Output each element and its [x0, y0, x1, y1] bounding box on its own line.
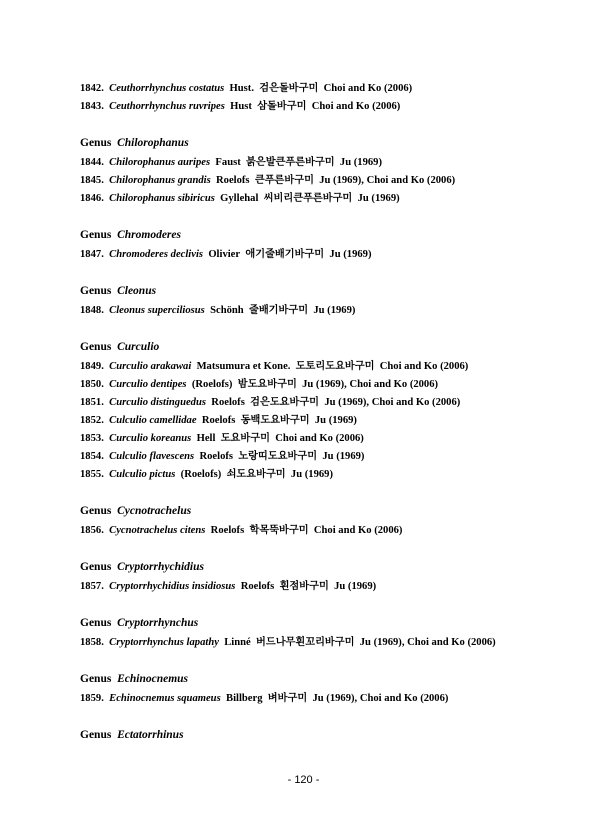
entry-number: 1850.: [80, 379, 104, 390]
genus-name: Cleonus: [117, 285, 157, 297]
entry-number: 1857.: [80, 581, 104, 592]
korean-name: 버드나무흰꼬리바구미: [256, 637, 355, 648]
genus-heading: [80, 282, 580, 300]
author-name: Hell: [196, 433, 216, 444]
korean-name: 학목뚝바구미: [249, 525, 309, 536]
species-entry: [80, 430, 580, 448]
scientific-name: Chilorophanus grandis: [109, 175, 211, 186]
genus-name: Chilorophanus: [117, 137, 189, 149]
references: Ju (1969): [322, 451, 365, 462]
genus-heading: [80, 502, 580, 520]
scientific-name: Chromoderes declivis: [109, 249, 204, 260]
author-name: (Roelofs): [180, 469, 222, 480]
species-entry: [80, 358, 580, 376]
references: Ju (1969), Choi and Ko (2006): [324, 397, 461, 408]
species-list: [80, 80, 580, 746]
korean-name: 동백도요바구미: [240, 415, 310, 426]
genus-name: Echinocnemus: [117, 673, 189, 685]
references: Ju (1969), Choi and Ko (2006): [302, 379, 439, 390]
scientific-name: Cryptorrhynchus lapathy: [109, 637, 219, 648]
references: Ju (1969), Choi and Ko (2006): [319, 175, 456, 186]
genus-name: Cycnotrachelus: [117, 505, 192, 517]
species-entry: [80, 578, 580, 596]
entry-number: 1858.: [80, 637, 104, 648]
scientific-name: Curculio koreanus: [109, 433, 192, 444]
scientific-name: Cryptorrhychidius insidiosus: [109, 581, 236, 592]
author-name: Hust.: [229, 83, 254, 94]
entry-number: 1843.: [80, 101, 104, 112]
entry-number: 1846.: [80, 193, 104, 204]
author-name: Hust: [230, 101, 252, 112]
species-entry: [80, 522, 580, 540]
author-name: Faust: [215, 157, 241, 168]
author-name: Gyllehal: [220, 193, 259, 204]
species-entry: [80, 154, 580, 172]
author-name: Roelofs: [211, 397, 245, 408]
scientific-name: Culculio camellidae: [109, 415, 197, 426]
author-name: Olivier: [208, 249, 241, 260]
references: Choi and Ko (2006): [323, 83, 413, 94]
genus-name: Chromoderes: [117, 229, 181, 241]
genus-heading: [80, 558, 580, 576]
korean-name: 붉은발큰푸른바구미: [246, 157, 335, 168]
korean-name: 줄배기바구미: [248, 305, 309, 316]
species-entry: [80, 302, 580, 320]
genus-label: Genus: [80, 137, 112, 149]
korean-name: 검은도요바구미: [250, 397, 320, 408]
genus-heading: [80, 134, 580, 152]
entry-number: 1848.: [80, 305, 104, 316]
korean-name: 노랑띠도요바구미: [238, 451, 318, 462]
references: Choi and Ko (2006): [311, 101, 401, 112]
species-entry: [80, 172, 580, 190]
references: Ju (1969): [314, 415, 357, 426]
genus-name: Cryptorrhynchus: [117, 617, 199, 629]
author-name: Roelofs: [199, 451, 234, 462]
species-entry: [80, 448, 580, 466]
entry-number: 1859.: [80, 693, 104, 704]
author-name: (Roelofs): [191, 379, 233, 390]
scientific-name: Chilorophanus sibiricus: [109, 193, 215, 204]
korean-name: 도요바구미: [220, 433, 270, 444]
author-name: Schönh: [210, 305, 244, 316]
references: Ju (1969): [334, 581, 377, 592]
entry-number: 1842.: [80, 83, 104, 94]
korean-name: 밤도요바구미: [237, 379, 297, 390]
entry-number: 1853.: [80, 433, 104, 444]
genus-label: Genus: [80, 229, 112, 241]
references: Choi and Ko (2006): [313, 525, 403, 536]
entry-number: 1844.: [80, 157, 104, 168]
page-number: - 120 -: [287, 774, 320, 786]
korean-name: 쇠도요바구미: [226, 469, 286, 480]
references: Ju (1969), Choi and Ko (2006): [312, 693, 449, 704]
genus-heading: [80, 614, 580, 632]
korean-name: 씨비리큰푸른바구미: [263, 193, 353, 204]
species-entry: [80, 190, 580, 208]
entry-number: 1851.: [80, 397, 104, 408]
genus-label: Genus: [80, 285, 112, 297]
genus-heading: [80, 338, 580, 356]
species-entry: [80, 690, 580, 708]
genus-name: Cryptorrhychidius: [117, 561, 204, 573]
korean-name: 애기줄배기바구미: [245, 249, 325, 260]
references: Choi and Ko (2006): [379, 361, 469, 372]
species-entry: [80, 98, 580, 116]
genus-label: Genus: [80, 617, 112, 629]
scientific-name: Culculio pictus: [109, 469, 176, 480]
references: Ju (1969): [290, 469, 334, 480]
author-name: Matsumura et Kone.: [196, 361, 291, 372]
genus-label: Genus: [80, 673, 112, 685]
genus-heading: [80, 670, 580, 688]
scientific-name: Echinocnemus squameus: [109, 693, 221, 704]
references: Choi and Ko (2006): [275, 433, 364, 444]
author-name: Roelofs: [201, 415, 236, 426]
scientific-name: Cleonus superciliosus: [109, 305, 205, 316]
genus-heading: [80, 226, 580, 244]
genus-name: Curculio: [117, 341, 160, 353]
entry-number: 1847.: [80, 249, 104, 260]
species-entry: [80, 394, 580, 412]
species-entry: [80, 412, 580, 430]
scientific-name: Curculio dentipes: [109, 379, 187, 390]
genus-label: Genus: [80, 729, 112, 741]
species-entry: [80, 246, 580, 264]
scientific-name: Culculio flavescens: [109, 451, 195, 462]
entry-number: 1849.: [80, 361, 104, 372]
genus-heading: [80, 726, 580, 744]
author-name: Linné: [224, 637, 251, 648]
genus-label: Genus: [80, 341, 112, 353]
korean-name: 검은돌바구미: [259, 83, 319, 94]
author-name: Roelofs: [240, 581, 275, 592]
korean-name: 삼돌바구미: [257, 101, 307, 112]
scientific-name: Chilorophanus auripes: [109, 157, 211, 168]
korean-name: 벼바구미: [267, 693, 308, 704]
author-name: Roelofs: [210, 525, 245, 536]
korean-name: 큰푸른바구미: [254, 175, 314, 186]
korean-name: 흰점바구미: [279, 581, 329, 592]
genus-label: Genus: [80, 561, 112, 573]
entry-number: 1856.: [80, 525, 104, 536]
scientific-name: Curculio arakawai: [109, 361, 192, 372]
references: Ju (1969): [339, 157, 382, 168]
entry-number: 1855.: [80, 469, 104, 480]
species-entry: [80, 466, 580, 484]
species-entry: [80, 80, 580, 98]
species-entry: [80, 376, 580, 394]
references: Ju (1969): [313, 305, 356, 316]
scientific-name: Curculio distinguedus: [109, 397, 206, 408]
entry-number: 1854.: [80, 451, 104, 462]
scientific-name: Cycnotrachelus citens: [109, 525, 206, 536]
entry-number: 1845.: [80, 175, 104, 186]
species-entry: [80, 634, 580, 652]
scientific-name: Ceuthorrhynchus costatus: [109, 83, 225, 94]
author-name: Billberg: [226, 693, 263, 704]
scientific-name: Ceuthorrhynchus ruvripes: [109, 101, 225, 112]
author-name: Roelofs: [216, 175, 250, 186]
genus-label: Genus: [80, 505, 112, 517]
korean-name: 도토리도요바구미: [295, 361, 375, 372]
references: Ju (1969): [357, 193, 400, 204]
references: Ju (1969): [329, 249, 372, 260]
references: Ju (1969), Choi and Ko (2006): [359, 637, 496, 648]
entry-number: 1852.: [80, 415, 104, 426]
genus-name: Ectatorrhinus: [117, 729, 184, 741]
